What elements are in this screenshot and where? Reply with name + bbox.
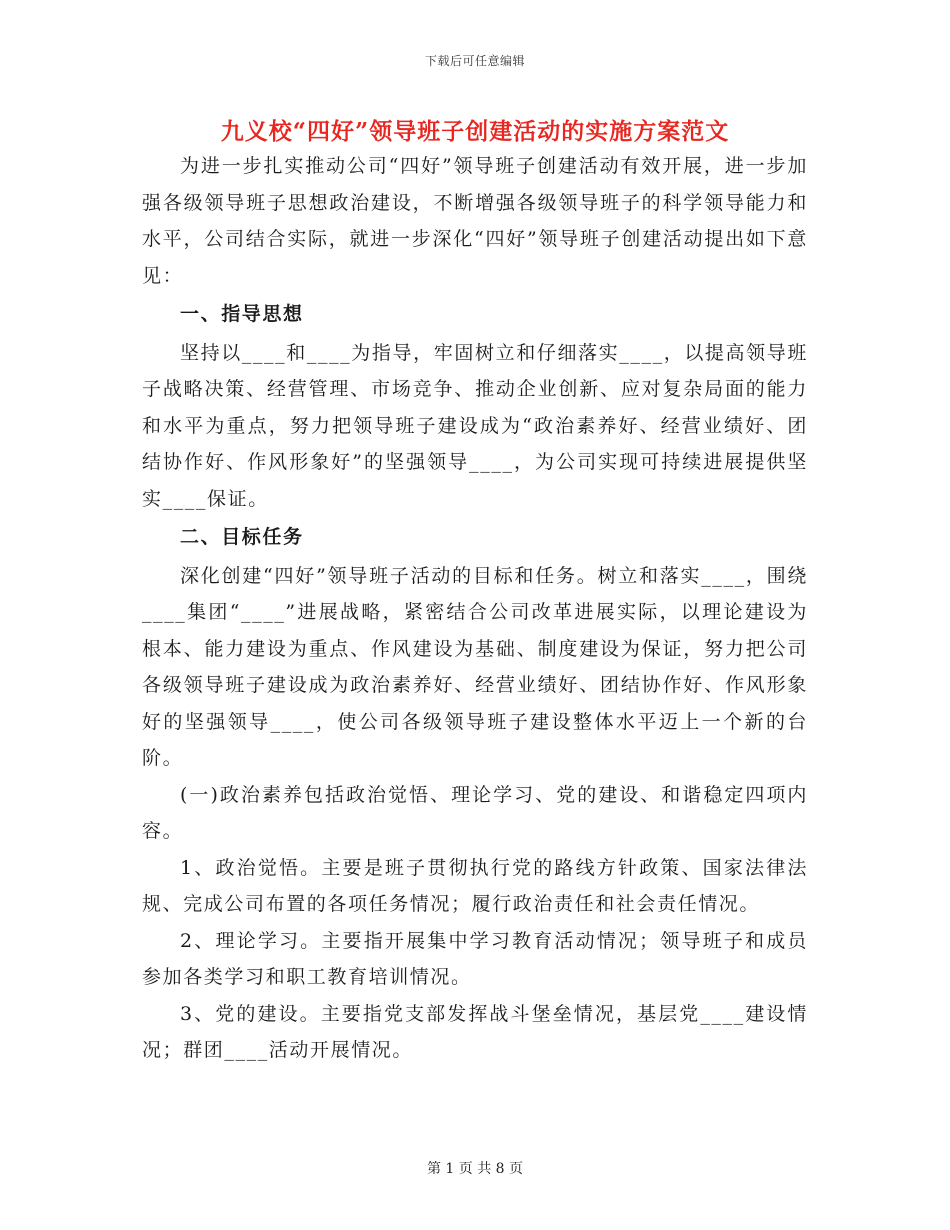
paragraph-intro: 为进一步扎实推动公司“四好”领导班子创建活动有效开展，进一步加强各级领导班子思想政治建设，不断增强各级领导班子的科学领导能力和水平，公司结合实际，就进一步深化“四好”领导班子创建活动提出如下意见： xyxy=(142,155,808,287)
document-body xyxy=(142,148,808,1069)
paragraph-guiding-ideology: 坚持以____和____为指导，牢固树立和仔细落实____，以提高领导班子战略决策、经营管理、市场竞争、推动企业创新、应对复杂局面的能力和水平为重点，努力把领导班子建设成为“政治素养好、经营业绩好、团结协作好、作风形象好”的坚强领导____，为公司实现可持续进展提供坚实____保证。 xyxy=(142,341,808,510)
paragraph-theory-study: 2、理论学习。主要指开展集中学习教育活动情况；领导班子和成员参加各类学习和职工教育培训情况。 xyxy=(142,929,808,988)
section-heading-goals-tasks: 二、目标任务 xyxy=(180,526,304,548)
section-heading-guiding-ideology: 一、指导思想 xyxy=(180,303,304,325)
paragraph-goals-tasks: 深化创建“四好”领导班子活动的目标和任务。树立和落实____，围绕____集团“____”进展战略，紧密结合公司改革进展实际，以理论建设为根本、能力建设为重点、作风建设为基础、制度建设为保证，努力把公司各级领导班子建设成为政治素养好、经营业绩好、团结协作好、作风形象好的坚强领导____，使公司各级领导班子建设整体水平迈上一个新的台阶。 xyxy=(142,564,808,769)
paragraph-political-awareness: 1、政治觉悟。主要是班子贯彻执行党的路线方针政策、国家法律法规、完成公司布置的各项任务情况；履行政治责任和社会责任情况。 xyxy=(142,856,808,915)
paragraph-party-building: 3、党的建设。主要指党支部发挥战斗堡垒情况，基层党____建设情况；群团____活动开展情况。 xyxy=(142,1002,808,1061)
document-title: 九义校“四好”领导班子创建活动的实施方案范文 xyxy=(220,118,730,145)
header-note: 下载后可任意编辑 xyxy=(424,54,525,68)
page-number: 第 1 页 共 8 页 xyxy=(426,1161,524,1177)
paragraph-political-quality: (一)政治素养包括政治觉悟、理论学习、党的建设、和谐稳定四项内容。 xyxy=(142,783,808,842)
